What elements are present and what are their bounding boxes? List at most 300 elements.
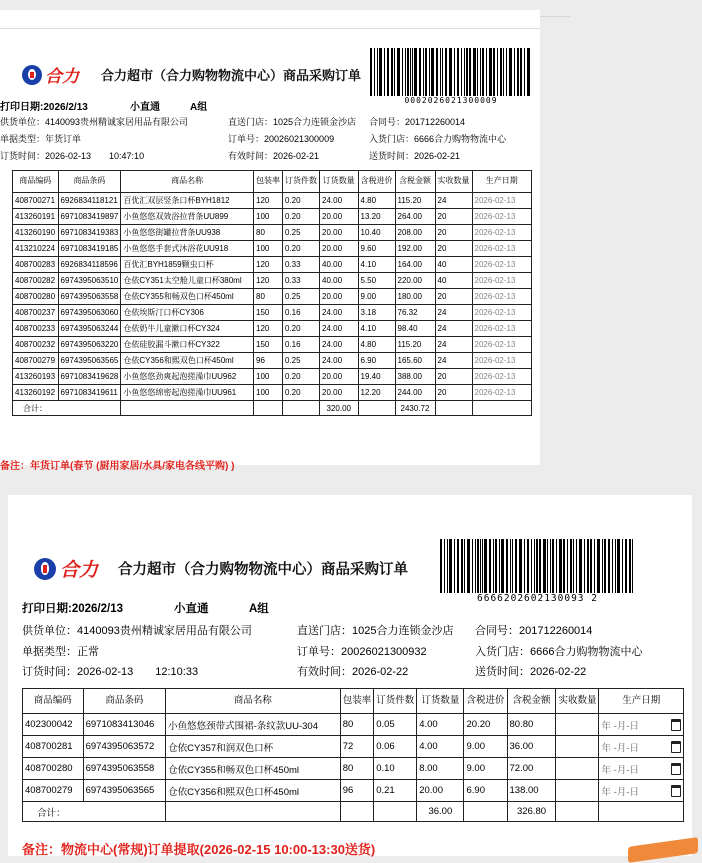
- table-cell: 0.16: [283, 337, 320, 353]
- barcode-bar: [466, 48, 468, 96]
- table-cell: 6971083413046: [83, 714, 165, 736]
- table-cell: 20.00: [320, 209, 359, 225]
- table-cell: 40: [435, 273, 472, 289]
- column-header: 包装率: [340, 689, 374, 714]
- barcode-bar: [447, 539, 448, 593]
- barcode-bar: [440, 48, 441, 96]
- barcode-bar: [547, 539, 548, 593]
- date-field[interactable]: [601, 762, 681, 776]
- table-cell: 20.00: [320, 225, 359, 241]
- table-cell: 24: [435, 193, 472, 209]
- table-cell: 165.60: [395, 353, 435, 369]
- barcode-bar: [570, 539, 572, 593]
- barcode-bar: [506, 539, 508, 593]
- table-cell: 2026-02-13: [472, 209, 532, 225]
- table-cell: 8.00: [417, 758, 464, 780]
- barcode-bar: [464, 539, 465, 593]
- column-header: 订货数量: [320, 171, 359, 193]
- table-cell: 20.00: [320, 385, 359, 401]
- barcode-bar: [475, 539, 476, 593]
- table-cell: 仓依CY356和熙双色口杯450ml: [121, 353, 254, 369]
- barcode-bar: [477, 48, 478, 96]
- barcode-bar: [576, 539, 577, 593]
- table-cell: 仓依CY355和畅双色口杯450ml: [121, 289, 254, 305]
- table-cell: 402300042: [23, 714, 84, 736]
- order-time: 订货时间：2026-02-13 10:47:10: [0, 151, 145, 161]
- production-date-input[interactable]: [599, 736, 684, 758]
- table-cell: 120: [254, 273, 283, 289]
- barcode-bar: [484, 539, 487, 593]
- table-cell: 180.00: [395, 289, 435, 305]
- table-cell: 0.06: [374, 736, 417, 758]
- table-cell: 0.33: [283, 257, 320, 273]
- table-cell: 仓依CY351太空舱儿童口杯380ml: [121, 273, 254, 289]
- column-header: 生产日期: [599, 689, 684, 714]
- barcode-bar: [469, 48, 471, 96]
- table-cell: 6971083419383: [58, 225, 121, 241]
- table-row: [13, 353, 532, 369]
- table-cell: 6971083419628: [58, 369, 121, 385]
- table-cell: 2026-02-13: [472, 273, 532, 289]
- table-cell: [556, 736, 599, 758]
- order-note: 备注：物流中心(常规)订单提取(2026-02-15 10:00-13:30送货): [22, 842, 376, 857]
- table-cell: 20: [435, 225, 472, 241]
- table-cell: [556, 714, 599, 736]
- direct-store: 直送门店：1025合力连锁金沙店: [297, 625, 454, 637]
- table-cell: 百优汇BYH1859颗虫口杯: [121, 257, 254, 273]
- barcode-bar: [379, 48, 382, 96]
- barcode-bar: [552, 539, 554, 593]
- table-cell: 413210224: [13, 241, 59, 257]
- barcode-bar: [534, 539, 535, 593]
- table-cell: 115.20: [395, 337, 435, 353]
- barcode-bar: [506, 48, 507, 96]
- table-cell: 24: [435, 321, 472, 337]
- column-header: 商品条码: [58, 171, 121, 193]
- table-row: [13, 273, 532, 289]
- table-cell: 0.25: [283, 225, 320, 241]
- table-cell: 9.60: [358, 241, 395, 257]
- table-cell: 0.20: [283, 369, 320, 385]
- barcode-bar: [493, 539, 494, 593]
- table-row: [13, 193, 532, 209]
- barcode-bar: [461, 48, 462, 96]
- barcode-bar: [539, 539, 541, 593]
- column-header: 包装率: [254, 171, 283, 193]
- receiving-store: 入货门店：6666合力购物物流中心: [369, 134, 507, 144]
- barcode-bar: [629, 539, 631, 593]
- order-number: 订单号：20026021300932: [297, 646, 427, 658]
- table-cell: 413260191: [13, 209, 59, 225]
- table-cell: 20.00: [320, 369, 359, 385]
- group: A组: [249, 603, 269, 615]
- order-number: 订单号：20026021300009: [228, 134, 335, 144]
- date-placeholder: 年 -月-日: [601, 786, 639, 798]
- table-cell: 164.00: [395, 257, 435, 273]
- table-row: [13, 385, 532, 401]
- table-cell: 408700280: [23, 758, 84, 780]
- table-cell: 6974395063565: [58, 353, 121, 369]
- barcode-bar: [520, 48, 522, 96]
- order-header: [22, 62, 361, 87]
- table-cell: 24: [435, 337, 472, 353]
- barcode-bar: [556, 539, 557, 593]
- barcode-bar: [563, 539, 565, 593]
- delivery-time: 送货时间：2026-02-22: [475, 666, 587, 678]
- barcode-bar: [622, 539, 623, 593]
- date-placeholder: 年 -月-日: [601, 764, 639, 776]
- table-cell: 24.00: [320, 321, 359, 337]
- table-cell: 408700282: [13, 273, 59, 289]
- barcode-bar: [567, 539, 568, 593]
- production-date-input[interactable]: [599, 780, 684, 802]
- table-cell: 6974395063220: [58, 337, 121, 353]
- table-cell: 2026-02-13: [472, 321, 532, 337]
- table-cell: 小鱼悠悠劲爽起泡搓澡巾UU962: [121, 369, 254, 385]
- barcode-bar: [454, 539, 455, 593]
- barcode-bar: [377, 48, 378, 96]
- table-cell: 6974395063565: [83, 780, 165, 802]
- barcode-bar: [527, 539, 529, 593]
- total-label: 合计：: [13, 401, 121, 416]
- table-cell: 0.20: [283, 241, 320, 257]
- table-cell: 100: [254, 385, 283, 401]
- barcode-bar: [584, 539, 585, 593]
- table-cell: 仓依奶牛儿童漱口杯CY324: [121, 321, 254, 337]
- total-quantity: 320.00: [320, 401, 359, 416]
- barcode-bar: [477, 539, 479, 593]
- table-cell: 24.00: [320, 305, 359, 321]
- table-cell: 80: [254, 289, 283, 305]
- print-date: 打印日期:2026/2/13: [0, 102, 88, 113]
- barcode-bar: [625, 539, 627, 593]
- table-cell: 5.50: [358, 273, 395, 289]
- table-cell: 24: [435, 353, 472, 369]
- table-cell: 120: [254, 193, 283, 209]
- barcode-bar: [454, 48, 455, 96]
- column-header: 商品条码: [83, 689, 165, 714]
- barcode-bar: [407, 48, 409, 96]
- barcode: [440, 539, 635, 604]
- barcode-bars: [370, 48, 532, 96]
- table-cell: 20.00: [417, 780, 464, 802]
- barcode-bar: [480, 48, 481, 96]
- print-date: 打印日期:2026/2/13: [22, 603, 123, 615]
- total-quantity: 36.00: [417, 802, 464, 822]
- operator: 小直通: [174, 603, 209, 615]
- table-cell: 10.40: [358, 225, 395, 241]
- table-cell: 96: [254, 353, 283, 369]
- barcode-bar: [486, 48, 487, 96]
- table-cell: 408700233: [13, 321, 59, 337]
- barcode-bar: [473, 48, 476, 96]
- date-placeholder: 年 -月-日: [601, 720, 639, 732]
- barcode-bars: [440, 539, 635, 593]
- table-cell: 0.05: [374, 714, 417, 736]
- barcode-bar: [559, 539, 562, 593]
- table-cell: 6971083419185: [58, 241, 121, 257]
- barcode-bar: [464, 48, 465, 96]
- table-row: [23, 758, 684, 780]
- logo-icon: [34, 558, 56, 580]
- table-cell: 6974395063558: [83, 758, 165, 780]
- table-cell: 13.20: [358, 209, 395, 225]
- order-title: 合力超市（合力购物物流中心）商品采购订单: [101, 68, 362, 83]
- table-cell: 408700232: [13, 337, 59, 353]
- barcode-bar: [489, 539, 491, 593]
- barcode-bar: [429, 48, 430, 96]
- table-cell: 2026-02-13: [472, 257, 532, 273]
- column-header: 含税进价: [358, 171, 395, 193]
- calendar-icon[interactable]: [671, 763, 681, 775]
- table-cell: 408700283: [13, 257, 59, 273]
- barcode-bar: [493, 48, 495, 96]
- order-time: 订货时间：2026-02-13 12:10:33: [22, 666, 199, 678]
- barcode-bar: [423, 48, 424, 96]
- table-cell: 0.10: [374, 758, 417, 780]
- date-field[interactable]: [601, 784, 681, 798]
- table-row: [13, 241, 532, 257]
- valid-time: 有效时间：2026-02-21: [228, 151, 320, 161]
- barcode-bar: [527, 48, 530, 96]
- barcode-bar: [510, 539, 511, 593]
- direct-store: 直送门店：1025合力连锁金沙店: [228, 117, 357, 127]
- barcode-bar: [608, 539, 610, 593]
- barcode-bar: [445, 48, 447, 96]
- table-cell: 413260192: [13, 385, 59, 401]
- barcode-bar: [612, 539, 613, 593]
- table-row: [13, 257, 532, 273]
- purchase-order-1: [0, 10, 540, 472]
- barcode-bar: [615, 539, 616, 593]
- barcode-bar: [482, 48, 484, 96]
- table-cell: 6.90: [464, 780, 507, 802]
- operator: 小直通: [130, 102, 160, 113]
- barcode-bar: [467, 539, 470, 593]
- barcode-bar: [480, 539, 481, 593]
- table-cell: 0.20: [283, 321, 320, 337]
- calendar-icon[interactable]: [671, 719, 681, 731]
- barcode-bar: [512, 539, 513, 593]
- table-row: [23, 780, 684, 802]
- barcode-number: 0002026021300009: [404, 96, 498, 105]
- receiving-store: 入货门店：6666合力购物物流中心: [475, 646, 643, 658]
- barcode-number: 6666202602130093 2: [477, 593, 598, 604]
- table-cell: 6974395063558: [58, 289, 121, 305]
- table-row: [13, 305, 532, 321]
- total-label: 合计：: [23, 802, 166, 822]
- table-cell: 20: [435, 369, 472, 385]
- barcode-bar: [524, 48, 525, 96]
- table-cell: 6974395063244: [58, 321, 121, 337]
- column-header: 订货件数: [374, 689, 417, 714]
- date-field[interactable]: [601, 740, 681, 754]
- contract-no: 合同号：201712260014: [369, 117, 466, 127]
- barcode-bar: [482, 539, 483, 593]
- table-cell: 20: [435, 241, 472, 257]
- table-cell: 0.33: [283, 273, 320, 289]
- order-note: 备注：年货订单(春节 (厨用家居/水具/家电各线平购) ): [0, 461, 235, 472]
- table-cell: 2026-02-13: [472, 289, 532, 305]
- table-cell: 2026-02-13: [472, 369, 532, 385]
- barcode-bar: [414, 48, 417, 96]
- table-cell: 6.90: [358, 353, 395, 369]
- order-items-table: [22, 688, 684, 822]
- table-cell: 208.00: [395, 225, 435, 241]
- table-cell: 6974395063572: [83, 736, 165, 758]
- column-header: 商品名称: [166, 689, 341, 714]
- date-field[interactable]: [601, 718, 681, 732]
- table-cell: 80: [340, 758, 374, 780]
- table-cell: 24.00: [320, 337, 359, 353]
- barcode-bar: [457, 539, 459, 593]
- table-cell: 24: [435, 305, 472, 321]
- table-cell: 仓依硅胶漏斗漱口杯CY322: [121, 337, 254, 353]
- table-cell: 40: [435, 257, 472, 273]
- barcode-bar: [503, 48, 504, 96]
- table-cell: 12.20: [358, 385, 395, 401]
- table-cell: 2026-02-13: [472, 305, 532, 321]
- barcode-bar: [602, 539, 603, 593]
- table-cell: 6974395063510: [58, 273, 121, 289]
- table-cell: 115.20: [395, 193, 435, 209]
- table-body: [13, 193, 532, 401]
- table-cell: 4.80: [358, 337, 395, 353]
- table-cell: 80: [340, 714, 374, 736]
- barcode-bar: [419, 48, 421, 96]
- table-cell: 220.00: [395, 273, 435, 289]
- table-cell: 2026-02-13: [472, 241, 532, 257]
- table-cell: 4.00: [417, 736, 464, 758]
- table-body: [23, 714, 684, 802]
- table-cell: 120: [254, 257, 283, 273]
- doc-type: 单据类型：年货订单: [0, 134, 82, 144]
- table-cell: 仓依CY356和熙双色口杯450ml: [166, 780, 341, 802]
- barcode-bar: [632, 539, 633, 593]
- column-header: 订货件数: [283, 171, 320, 193]
- barcode-bar: [597, 539, 600, 593]
- delivery-time: 送货时间：2026-02-21: [369, 151, 461, 161]
- order-header: [34, 555, 408, 582]
- table-cell: 6974395063060: [58, 305, 121, 321]
- table-cell: 150: [254, 305, 283, 321]
- production-date-input[interactable]: [599, 758, 684, 780]
- table-cell: 408700279: [23, 780, 84, 802]
- table-cell: 388.00: [395, 369, 435, 385]
- barcode-bar: [436, 48, 438, 96]
- table-row: [23, 736, 684, 758]
- column-header: 生产日期: [472, 171, 532, 193]
- table-cell: 24.00: [320, 193, 359, 209]
- table-cell: 20.00: [320, 241, 359, 257]
- table-cell: 0.16: [283, 305, 320, 321]
- barcode-bar: [425, 48, 427, 96]
- table-cell: 413260190: [13, 225, 59, 241]
- table-cell: 98.40: [395, 321, 435, 337]
- table-cell: 0.20: [283, 193, 320, 209]
- table-cell: 120: [254, 321, 283, 337]
- production-date-input[interactable]: [599, 714, 684, 736]
- table-cell: 408700279: [13, 353, 59, 369]
- table-cell: 6971083419897: [58, 209, 121, 225]
- column-header: 含税进价: [464, 689, 507, 714]
- barcode-bar: [449, 539, 452, 593]
- table-cell: 0.25: [283, 353, 320, 369]
- table-cell: 小鱼悠悠颈带式围裙-条纹款UU-304: [166, 714, 341, 736]
- table-cell: 40.00: [320, 273, 359, 289]
- barcode-bar: [573, 539, 574, 593]
- barcode-bar: [442, 48, 443, 96]
- calendar-icon[interactable]: [671, 741, 681, 753]
- barcode-bar: [543, 539, 546, 593]
- barcode-bar: [509, 48, 512, 96]
- table-cell: 40.00: [320, 257, 359, 273]
- table-row: [13, 209, 532, 225]
- column-header: 商品编码: [23, 689, 84, 714]
- barcode-bar: [444, 539, 445, 593]
- table-cell: 138.00: [507, 780, 556, 802]
- logo-icon: [22, 65, 42, 85]
- table-cell: 36.00: [507, 736, 556, 758]
- barcode-bar: [397, 48, 400, 96]
- helix-logo: [34, 555, 98, 582]
- barcode-bar: [457, 48, 459, 96]
- contract-no: 合同号：201712260014: [475, 625, 593, 637]
- barcode-bar: [519, 539, 522, 593]
- table-header: [13, 171, 532, 193]
- table-row: [13, 225, 532, 241]
- table-cell: 6926834118121: [58, 193, 121, 209]
- barcode-bar: [550, 539, 551, 593]
- barcode-bar: [489, 48, 492, 96]
- table-cell: 264.00: [395, 209, 435, 225]
- table-cell: 408700280: [13, 289, 59, 305]
- barcode-bar: [514, 48, 515, 96]
- table-cell: 19.40: [358, 369, 395, 385]
- table-cell: 408700237: [13, 305, 59, 321]
- table-row: [13, 369, 532, 385]
- table-cell: 20.00: [320, 289, 359, 305]
- table-cell: 2026-02-13: [472, 353, 532, 369]
- calendar-icon[interactable]: [671, 785, 681, 797]
- supplier: 供货单位：4140093贵州精诚家居用品有限公司: [22, 625, 252, 637]
- table-cell: 0.20: [283, 209, 320, 225]
- table-cell: 150: [254, 337, 283, 353]
- table-cell: 100: [254, 209, 283, 225]
- barcode-bar: [449, 48, 452, 96]
- column-header: 实收数量: [435, 171, 472, 193]
- table-cell: 244.00: [395, 385, 435, 401]
- barcode-bar: [410, 48, 411, 96]
- barcode-bar: [500, 48, 502, 96]
- barcode-bar: [370, 48, 372, 96]
- table-row: [13, 321, 532, 337]
- table-header: [23, 689, 684, 714]
- table-cell: 4.00: [417, 714, 464, 736]
- table-cell: 20.20: [464, 714, 507, 736]
- barcode-bar: [604, 539, 606, 593]
- order-title: 合力超市（合力购物物流中心）商品采购订单: [118, 562, 409, 578]
- table-cell: 9.00: [464, 758, 507, 780]
- table-cell: 408700271: [13, 193, 59, 209]
- table-cell: 72.00: [507, 758, 556, 780]
- column-header: 商品名称: [121, 171, 254, 193]
- valid-time: 有效时间：2026-02-22: [297, 666, 409, 678]
- barcode-bar: [587, 539, 589, 593]
- column-header: 订货数量: [417, 689, 464, 714]
- table-cell: 76.32: [395, 305, 435, 321]
- barcode-bar: [497, 48, 498, 96]
